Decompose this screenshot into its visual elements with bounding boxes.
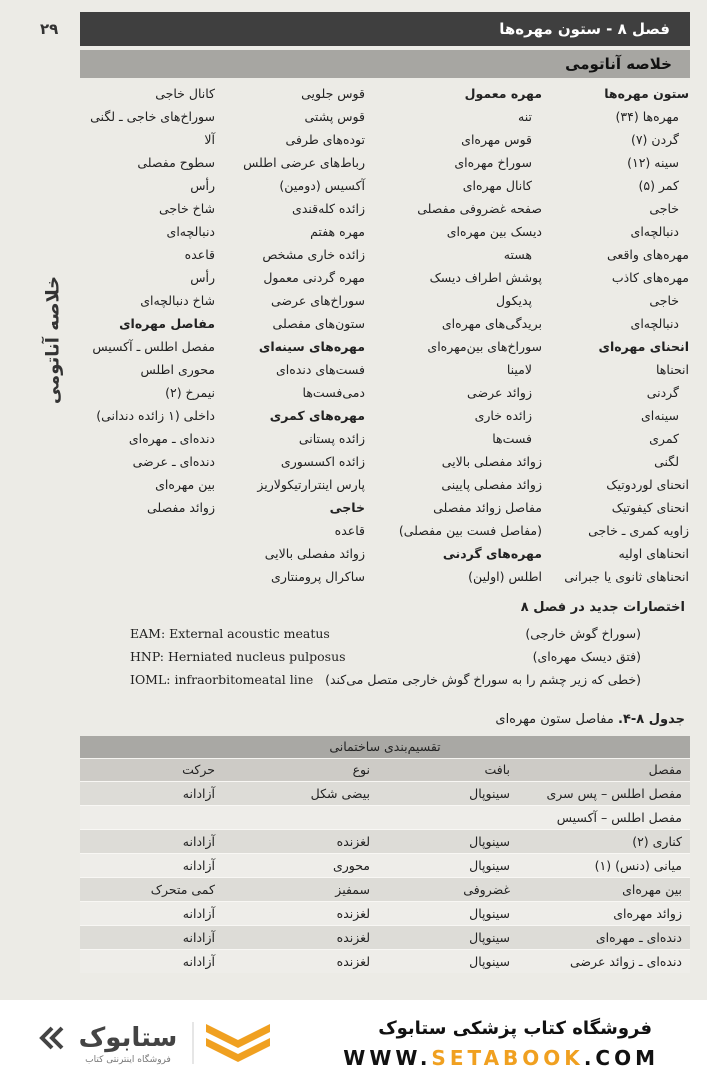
summary-item: گردن (۷)	[630, 132, 679, 147]
cell-joint: مفصل اطلس – پس سری	[546, 786, 682, 801]
table-number: جدول ۸-۴.	[618, 712, 685, 727]
summary-item: آکسیس (دومین)	[279, 178, 365, 193]
summary-item: دنبالچه‌ای	[630, 224, 679, 239]
summary-item: سینه (۱۲)	[627, 155, 679, 170]
summary-item: کانال خاجی	[155, 86, 215, 101]
chapter-header	[80, 12, 690, 46]
summary-item: فست‌های دنده‌ای	[276, 362, 365, 377]
summary-item: زائده کله‌قندی	[292, 201, 365, 216]
table-header-row	[80, 758, 690, 781]
cell-movement: آزادانه	[182, 954, 215, 969]
table-row	[80, 853, 690, 877]
summary-item: قوس جلویی	[301, 86, 365, 101]
summary-item: انحناها	[655, 362, 689, 377]
store-url[interactable]	[343, 1046, 659, 1070]
summary-item: خاجی	[649, 201, 679, 216]
header-joint: مفصل	[648, 762, 682, 777]
abbreviation-en: HNP: Herniated nucleus pulposus	[130, 649, 346, 664]
page-number: ۲۹	[40, 20, 59, 38]
cell-tissue: سینوپال	[469, 786, 510, 801]
cell-joint: کناری (۲)	[632, 834, 682, 849]
summary-item: زوائد مفصلی پایینی	[441, 477, 542, 492]
summary-item: زوائد عرضی	[467, 385, 532, 400]
table-row	[80, 925, 690, 949]
cell-tissue: سینوپال	[469, 858, 510, 873]
summary-heading: مفاصل مهره‌ای	[119, 316, 215, 331]
logo-arrows-icon	[42, 1028, 62, 1048]
summary-item: انحنای کیفوتیک	[611, 500, 689, 515]
cell-movement: آزادانه	[182, 930, 215, 945]
summary-item: لگنی	[654, 454, 679, 469]
cell-tissue: سینوپال	[469, 906, 510, 921]
cell-type: محوری	[332, 858, 370, 873]
summary-item: پارس اینترارتیکولاریز	[257, 477, 365, 492]
summary-item: زاویه کمری ـ خاجی	[588, 523, 689, 538]
summary-heading: خاجی	[329, 500, 365, 515]
summary-item: رأس	[190, 178, 215, 193]
store-footer	[0, 1000, 707, 1080]
summary-item: قوس مهره‌ای	[461, 132, 532, 147]
table-title: مفاصل ستون مهره‌ای	[495, 712, 614, 727]
cell-type: لغزنده	[336, 906, 370, 921]
cell-movement: آزادانه	[182, 834, 215, 849]
url-prefix: WWW.	[343, 1046, 432, 1070]
summary-item: هسته	[503, 247, 532, 262]
summary-heading: مهره معمول	[464, 86, 542, 101]
summary-item: دیسک بین مهره‌ای	[446, 224, 542, 239]
summary-item: آلا	[204, 132, 215, 147]
summary-item: محوری اطلس	[140, 362, 215, 377]
summary-item: کانال مهره‌ای	[462, 178, 532, 193]
cell-movement: آزادانه	[182, 858, 215, 873]
summary-item: مهره‌های کاذب	[611, 270, 689, 285]
summary-item: مهره گردنی معمول	[263, 270, 365, 285]
summary-item: سوراخ‌های عرضی	[270, 293, 365, 308]
summary-item: دمی‌فست‌ها	[302, 385, 365, 400]
summary-column-3	[215, 82, 365, 588]
abbreviations-title: اختصارات جدید در فصل ۸	[520, 600, 685, 615]
table-caption	[495, 712, 685, 727]
cell-type: لغزنده	[336, 954, 370, 969]
summary-item: تنه	[518, 109, 532, 124]
summary-item: دنده‌ای ـ مهره‌ای	[128, 431, 215, 446]
summary-column-1	[539, 82, 689, 588]
store-name: فروشگاه کتاب پزشکی ستابوک	[378, 1018, 652, 1039]
abbreviation-en: IOML: infraorbitomeatal line	[130, 672, 314, 687]
summary-item: بین مهره‌ای	[155, 477, 215, 492]
cell-joint: میانی (دنس) (۱)	[594, 858, 682, 873]
logo-text: ستابوک	[78, 1023, 178, 1053]
chapter-title: فصل ۸ - ستون مهره‌ها	[499, 20, 670, 38]
cell-movement: کمی متحرک	[150, 882, 215, 897]
cell-joint: مفصل اطلس – آکسیس	[556, 810, 682, 825]
summary-item: زوائد مفصلی	[147, 500, 215, 515]
table-body	[80, 781, 690, 973]
summary-item: انحنای لوردوتیک	[606, 477, 689, 492]
summary-item: دنبالچه‌ای	[166, 224, 215, 239]
summary-item: کمر (۵)	[638, 178, 679, 193]
table-row	[80, 829, 690, 853]
summary-item: سوراخ‌های بین‌مهره‌ای	[427, 339, 542, 354]
summary-heading: مهره‌های گردنی	[442, 546, 542, 561]
summary-item: کمری	[649, 431, 679, 446]
joints-table	[80, 736, 690, 973]
summary-heading: انحنای مهره‌ای	[598, 339, 689, 354]
summary-item: فست‌ها	[492, 431, 532, 446]
cell-joint: دنده‌ای ـ زوائد عرضی	[570, 954, 682, 969]
setabook-logo	[38, 1016, 278, 1068]
summary-item: زائده پستانی	[298, 431, 365, 446]
header-movement: حرکت	[182, 762, 215, 777]
abbreviation-fa: (سوراخ گوش خارجی)	[525, 626, 641, 641]
summary-item: پوشش اطراف دیسک	[429, 270, 542, 285]
summary-item: صفحه غضروفی مفصلی	[417, 201, 542, 216]
logo-subtext: فروشگاه اینترنتی کتاب	[85, 1055, 171, 1065]
summary-item: بریدگی‌های مهره‌ای	[441, 316, 542, 331]
header-tissue: بافت	[484, 762, 510, 777]
summary-item: خاجی	[649, 293, 679, 308]
summary-item: انحناهای ثانوی یا جبرانی	[564, 569, 689, 584]
summary-item: ساکرال پرومنتاری	[271, 569, 365, 584]
table-row	[80, 781, 690, 805]
summary-item: قاعده	[334, 523, 365, 538]
cell-tissue: غضروفی	[463, 882, 510, 897]
summary-item: مفصل اطلس ـ آکسیس	[92, 339, 215, 354]
summary-item: زائده خاری مشخص	[262, 247, 365, 262]
summary-heading: ستون مهره‌ها	[604, 86, 689, 101]
url-suffix: .COM	[583, 1046, 659, 1070]
summary-heading: مهره‌های سینه‌ای	[258, 339, 365, 354]
summary-item: زوائد مفصلی بالایی	[264, 546, 365, 561]
summary-item: سطوح مفصلی	[137, 155, 215, 170]
abbreviation-row	[125, 622, 645, 645]
summary-item: اطلس (اولین)	[468, 569, 542, 584]
cell-joint: زوائد مهره‌ای	[613, 906, 682, 921]
summary-item: توده‌های طرفی	[285, 132, 365, 147]
url-highlight: SETABOOK	[431, 1046, 584, 1070]
summary-item: دنده‌ای ـ عرضی	[132, 454, 215, 469]
summary-item: (مفاصل فست بین مفصلی)	[398, 523, 542, 538]
abbreviations-list	[125, 622, 645, 692]
summary-item: رباط‌های عرضی اطلس	[243, 155, 365, 170]
summary-item: شاخ دنبالچه‌ای	[140, 293, 215, 308]
table-row	[80, 805, 690, 829]
summary-item: دنبالچه‌ای	[630, 316, 679, 331]
cell-tissue: سینوپال	[469, 930, 510, 945]
table-group-header: تقسیم‌بندی ساختمانی	[80, 736, 690, 758]
summary-heading: مهره‌های کمری	[269, 408, 365, 423]
summary-item: گردنی	[646, 385, 679, 400]
summary-item: انحناهای اولیه	[618, 546, 689, 561]
summary-item: قوس پشتی	[304, 109, 365, 124]
summary-item: زائده اکسسوری	[280, 454, 365, 469]
summary-column-2	[382, 82, 542, 588]
summary-item: رأس	[190, 270, 215, 285]
summary-item: داخلی (۱ زائده دندانی)	[96, 408, 215, 423]
side-title-text: خلاصه آناتومی	[42, 275, 64, 405]
cell-tissue: سینوپال	[469, 954, 510, 969]
logo-chevron-icon	[206, 1024, 270, 1062]
header-type: نوع	[352, 762, 370, 777]
table-row	[80, 877, 690, 901]
cell-tissue: سینوپال	[469, 834, 510, 849]
table-row	[80, 949, 690, 973]
summary-item: سینه‌ای	[641, 408, 679, 423]
summary-item: شاخ خاجی	[158, 201, 215, 216]
table-row	[80, 901, 690, 925]
cell-movement: آزادانه	[182, 786, 215, 801]
abbreviation-fa: (خطی که زیر چشم را به سوراخ گوش خارجی متصل می‌کند)	[325, 672, 641, 687]
summary-item: مهره‌ها (۳۴)	[615, 109, 679, 124]
cell-type: لغزنده	[336, 834, 370, 849]
summary-item: زائده خاری	[474, 408, 532, 423]
summary-item: مهره‌های واقعی	[607, 247, 689, 262]
summary-item: زوائد مفصلی بالایی	[441, 454, 542, 469]
summary-item: لامینا	[506, 362, 532, 377]
summary-item: پدیکول	[496, 293, 532, 308]
cell-movement: آزادانه	[182, 906, 215, 921]
summary-item: نیمرخ (۲)	[165, 385, 215, 400]
abbreviation-row	[125, 645, 645, 668]
summary-item: سوراخ‌های خاجی ـ لگنی	[90, 109, 215, 124]
abbreviation-en: EAM: External acoustic meatus	[130, 626, 330, 641]
side-title	[36, 240, 70, 440]
abbreviation-row	[125, 668, 645, 691]
summary-column-4	[75, 82, 215, 519]
cell-joint: بین مهره‌ای	[622, 882, 682, 897]
summary-item: مفاصل زوائد مفصلی	[433, 500, 542, 515]
cell-type: بیضی شکل	[310, 786, 370, 801]
summary-item: ستون‌های مفصلی	[272, 316, 365, 331]
abbreviation-fa: (فتق دیسک مهره‌ای)	[532, 649, 641, 664]
summary-item: مهره هفتم	[310, 224, 365, 239]
cell-type: لغزنده	[336, 930, 370, 945]
summary-title: خلاصه آناتومی	[565, 55, 672, 73]
summary-item: سوراخ مهره‌ای	[454, 155, 532, 170]
summary-item: قاعده	[184, 247, 215, 262]
cell-joint: دنده‌ای ـ مهره‌ای	[595, 930, 682, 945]
cell-type: سمفیز	[335, 882, 370, 897]
summary-header	[80, 50, 690, 78]
